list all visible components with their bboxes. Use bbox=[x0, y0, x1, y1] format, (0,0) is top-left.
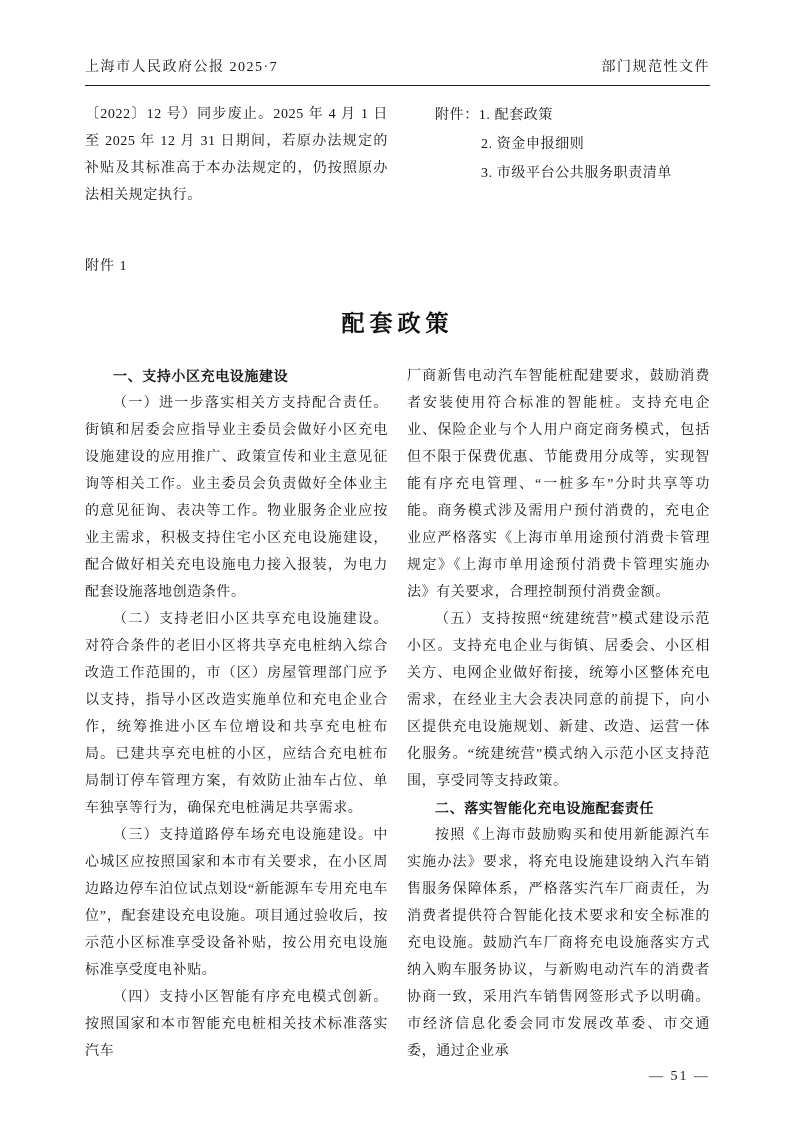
paragraph: 按照《上海市鼓励购买和使用新能源汽车实施办法》要求，将充电设施建设纳入汽车销售服务保障体系，严格落实汽车厂商责任，为消费者提供符合智能化技术要求和安全标准的充电设施。鼓励汽车厂商将充电设施落实方式纳入购车服务协议，与新购电动汽车的消费者协商一致，采用汽车销售网签形式予以明确。市经济信息化委会同市发展改革委、市交通委，通过企业承 bbox=[407, 828, 710, 1059]
page-number: — 51 — bbox=[649, 1069, 710, 1084]
body-left-column bbox=[85, 363, 388, 1065]
paragraph: （三）支持道路停车场充电设施建设。中心城区应按照国家和本市有关要求，在小区周边路边停车泊位试点划设“新能源车专用充电车位”，配套建设充电设施。项目通过验收后，按示范小区标准享受设备补贴，按公用充电设施标准享受度电补贴。 bbox=[85, 828, 388, 978]
annex-label: 附件 1 bbox=[85, 259, 128, 274]
section-label: 部门规范性文件 bbox=[601, 60, 710, 75]
paragraph: 厂商新售电动汽车智能桩配建要求，鼓励消费者安装使用符合标准的智能桩。支持充电企业、保险企业与个人用户商定商务模式，包括但不限于保费优惠、节能费用分成等，实现智能有序充电管理、“一桩多车”分时共享等功能。商务模式涉及需用户预付消费的，充电企业应严格落实《上海市单用途预付消费卡管理规定》《上海市单用途预付消费卡管理实施办法》有关要求，合理控制预付消费金额。 bbox=[407, 369, 710, 600]
section-heading: 一、支持小区充电设施建设 bbox=[113, 368, 289, 384]
attachment-item bbox=[435, 101, 710, 130]
paragraph: （二）支持老旧小区共享充电设施建设。对符合条件的老旧小区将共享充电桩纳入综合改造工作范围的，市（区）房屋管理部门应予以支持，指导小区改造实施单位和充电企业合作，统筹推进小区车位增设和共享充电桩布局。已建共享充电桩的小区，应结合充电桩布局制订停车管理方案，有效防止油车占位、单车独享等行为，确保充电桩满足共享需求。 bbox=[85, 612, 388, 816]
attachment-label: 附件： bbox=[435, 108, 479, 123]
attachment-item: 2. 资金申报细则 bbox=[481, 137, 585, 152]
attachment-list-column bbox=[407, 101, 710, 209]
paragraph: （一）进一步落实相关方支持配合责任。街镇和居委会应指导业主委员会做好小区充电设施建设的应用推广、政策宣传和业主意见征询等相关工作。业主委员会负责做好全体业主的意见征询、表决等工作。物业服务企业应按业主需求，积极支持住宅小区充电设施建设，配合做好相关充电设施电力接入报装，为电力配套设施落地创造条件。 bbox=[85, 396, 388, 600]
body-section bbox=[85, 363, 710, 1065]
intro-continuation-column bbox=[85, 101, 388, 209]
gazette-title: 上海市人民政府公报 2025·7 bbox=[85, 60, 279, 75]
attachment-item-text: 1. 配套政策 bbox=[478, 108, 554, 123]
page-header bbox=[85, 56, 710, 86]
attachment-item: 3. 市级平台公共服务职责清单 bbox=[481, 166, 672, 181]
page-title: 配套政策 bbox=[341, 310, 454, 336]
top-section bbox=[85, 101, 710, 209]
paragraph: （四）支持小区智能有序充电模式创新。按照国家和本市智能充电桩相关技术标准落实汽车 bbox=[85, 990, 388, 1059]
section-heading: 二、落实智能化充电设施配套责任 bbox=[435, 800, 654, 816]
page-footer bbox=[85, 1069, 710, 1085]
body-right-column bbox=[407, 363, 710, 1065]
paragraph: 〔2022〕12 号）同步废止。2025 年 4 月 1 日至 2025 年 12 月 31 日期间，若原办法规定的补贴及其标准高于本办法规定的，仍按照原办法相关规定执行。 bbox=[85, 107, 388, 203]
paragraph: （五）支持按照“统建统营”模式建设示范小区。支持充电企业与街镇、居委会、小区相关方、电网企业做好衔接，统筹小区整体充电需求，在经业主大会表决同意的前提下，向小区提供充电设施规划、新建、改造、运营一体化服务。“统建统营”模式纳入示范小区支持范围，享受同等支持政策。 bbox=[407, 612, 710, 789]
attachment-list bbox=[435, 101, 710, 188]
